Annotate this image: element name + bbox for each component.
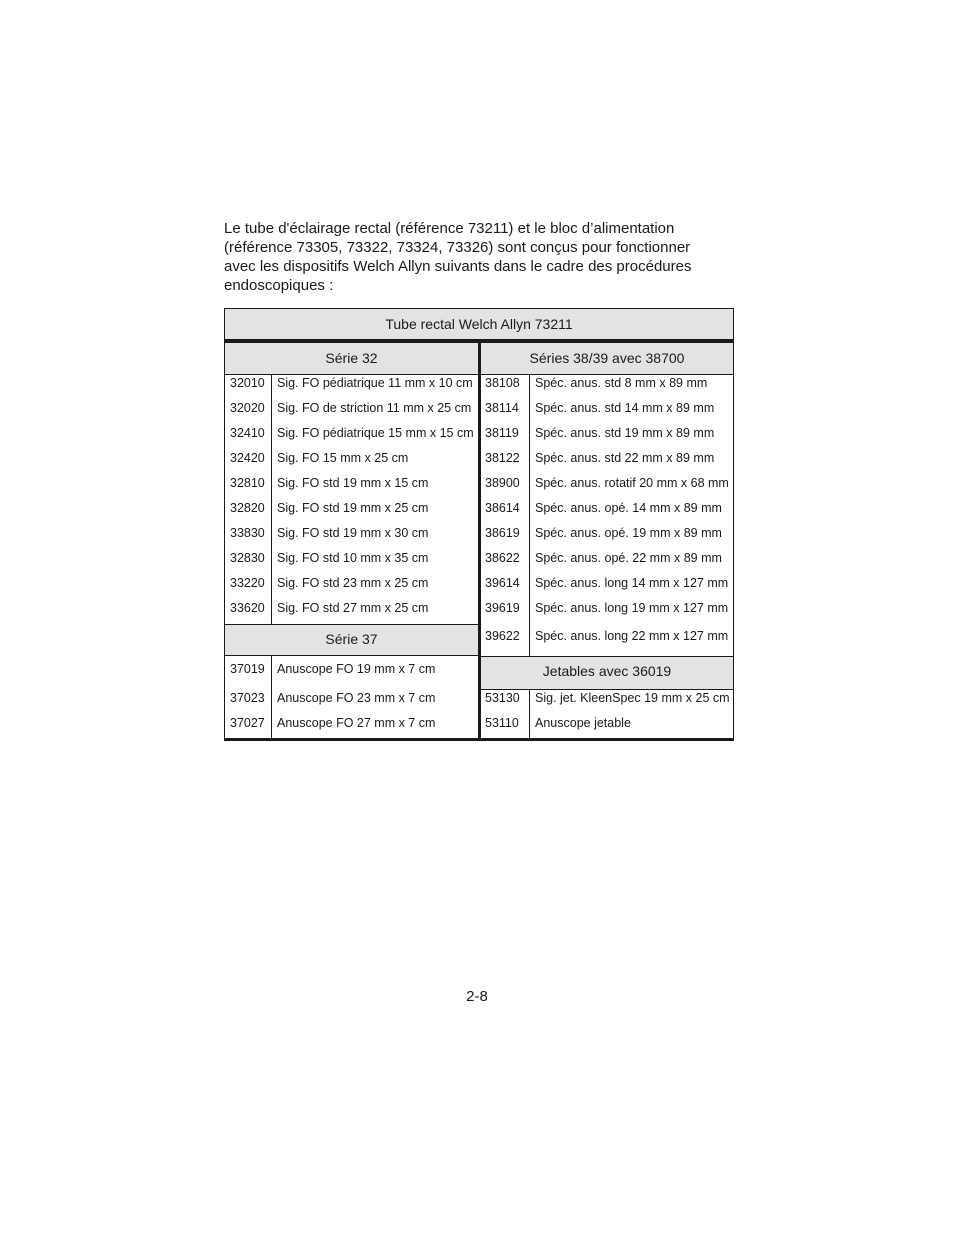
item-description: Spéc. anus. long 14 mm x 127 mm (535, 576, 729, 590)
item-description: Spéc. anus. opé. 19 mm x 89 mm (535, 526, 722, 540)
item-description: Spéc. anus. std 22 mm x 89 mm (535, 451, 715, 465)
table-row (479, 711, 734, 736)
table-row (224, 546, 478, 571)
table-row (479, 686, 734, 711)
ref-number: 38619 (485, 526, 520, 540)
table-row (224, 596, 478, 621)
serie37-header (225, 624, 478, 656)
item-description: Sig. jet. KleenSpec 19 mm x 25 cm (535, 691, 730, 705)
jetables-header (481, 656, 733, 690)
serie37-header-text: Série 37 (325, 631, 378, 647)
item-description: Sig. FO 15 mm x 25 cm (277, 451, 409, 465)
ref-number: 38622 (485, 551, 520, 565)
item-description: Spéc. anus. long 22 mm x 127 mm (535, 629, 729, 643)
table-row (479, 371, 734, 396)
table-row (224, 496, 478, 521)
table-row (479, 571, 734, 596)
item-description: Spéc. anus. rotatif 20 mm x 68 mm (535, 476, 729, 490)
item-description: Spéc. anus. std 14 mm x 89 mm (535, 401, 715, 415)
table-row (224, 396, 478, 421)
item-description: Sig. FO std 19 mm x 15 cm (277, 476, 429, 490)
item-description: Spéc. anus. opé. 14 mm x 89 mm (535, 501, 722, 515)
table-row (224, 446, 478, 471)
item-description: Anuscope FO 27 mm x 7 cm (277, 716, 436, 730)
ref-number: 53110 (485, 716, 519, 730)
center-divider (478, 343, 481, 741)
left-col-sep-1 (271, 374, 272, 624)
intro-paragraph: Le tube d'éclairage rectal (référence 73211) et le bloc d’alimentation (référence 73305, 73322, 73324, 73326) sont conçus pour fonctionner avec les dispositifs Welch Allyn suivants dans le cadre des procédures endoscopiques : (224, 220, 692, 294)
item-description: Sig. FO de striction 11 mm x 25 cm (277, 401, 472, 415)
ref-number: 37019 (230, 662, 265, 676)
table-row (479, 471, 734, 496)
ref-number: 32010 (230, 376, 265, 390)
item-description: Spéc. anus. std 19 mm x 89 mm (535, 426, 715, 440)
item-description: Anuscope FO 23 mm x 7 cm (277, 691, 436, 705)
table-row (224, 686, 478, 711)
table-row (479, 624, 734, 649)
serie32-header-text: Série 32 (325, 350, 378, 366)
table-row (479, 396, 734, 421)
table-left-border (224, 308, 225, 741)
item-description: Sig. FO std 10 mm x 35 cm (277, 551, 429, 565)
ref-number: 32820 (230, 501, 265, 515)
item-description: Sig. FO std 23 mm x 25 cm (277, 576, 429, 590)
table-row (479, 496, 734, 521)
ref-number: 38614 (485, 501, 520, 515)
item-description: Sig. FO pédiatrique 11 mm x 10 cm (277, 376, 473, 390)
ref-number: 33220 (230, 576, 265, 590)
ref-number: 32020 (230, 401, 265, 415)
series3839-header-text: Séries 38/39 avec 38700 (529, 350, 685, 366)
table-row (224, 421, 478, 446)
table-row (224, 657, 478, 682)
table-row (224, 571, 478, 596)
ref-number: 38900 (485, 476, 520, 490)
jetables-header-text: Jetables avec 36019 (542, 663, 672, 679)
table-row (224, 371, 478, 396)
table-title (224, 308, 734, 342)
right-col-sep-1 (529, 374, 530, 656)
table-row (224, 471, 478, 496)
item-description: Spéc. anus. opé. 22 mm x 89 mm (535, 551, 722, 565)
ref-number: 39614 (485, 576, 520, 590)
table-bottom-rule (224, 738, 734, 741)
ref-number: 38119 (485, 426, 519, 440)
ref-number: 33620 (230, 601, 265, 615)
table-row (479, 521, 734, 546)
item-description: Sig. FO std 19 mm x 25 cm (277, 501, 429, 515)
ref-number: 53130 (485, 691, 520, 705)
right-col-sep-2 (529, 690, 530, 738)
left-col-sep-2 (271, 656, 272, 738)
item-description: Anuscope FO 19 mm x 7 cm (277, 662, 436, 676)
item-description: Sig. FO std 27 mm x 25 cm (277, 601, 429, 615)
table-right-border (733, 308, 734, 741)
page-number: 2-8 (466, 988, 488, 1005)
item-description: Spéc. anus. long 19 mm x 127 mm (535, 601, 729, 615)
ref-number: 39619 (485, 601, 520, 615)
ref-number: 37023 (230, 691, 265, 705)
table-row (224, 521, 478, 546)
ref-number: 32810 (230, 476, 265, 490)
ref-number: 33830 (230, 526, 265, 540)
compatibility-table (224, 308, 734, 741)
ref-number: 38114 (485, 401, 519, 415)
ref-number: 32410 (230, 426, 265, 440)
table-row (479, 446, 734, 471)
ref-number: 32830 (230, 551, 265, 565)
ref-number: 38122 (485, 451, 520, 465)
table-row (479, 421, 734, 446)
ref-number: 32420 (230, 451, 265, 465)
item-description: Sig. FO std 19 mm x 30 cm (277, 526, 429, 540)
table-row (224, 711, 478, 736)
ref-number: 37027 (230, 716, 265, 730)
item-description: Spéc. anus. std 8 mm x 89 mm (535, 376, 708, 390)
item-description: Sig. FO pédiatrique 15 mm x 15 cm (277, 426, 474, 440)
table-row (479, 546, 734, 571)
ref-number: 39622 (485, 629, 520, 643)
table-title-text: Tube rectal Welch Allyn 73211 (385, 316, 573, 332)
table-row (479, 596, 734, 621)
ref-number: 38108 (485, 376, 520, 390)
item-description: Anuscope jetable (535, 716, 631, 730)
